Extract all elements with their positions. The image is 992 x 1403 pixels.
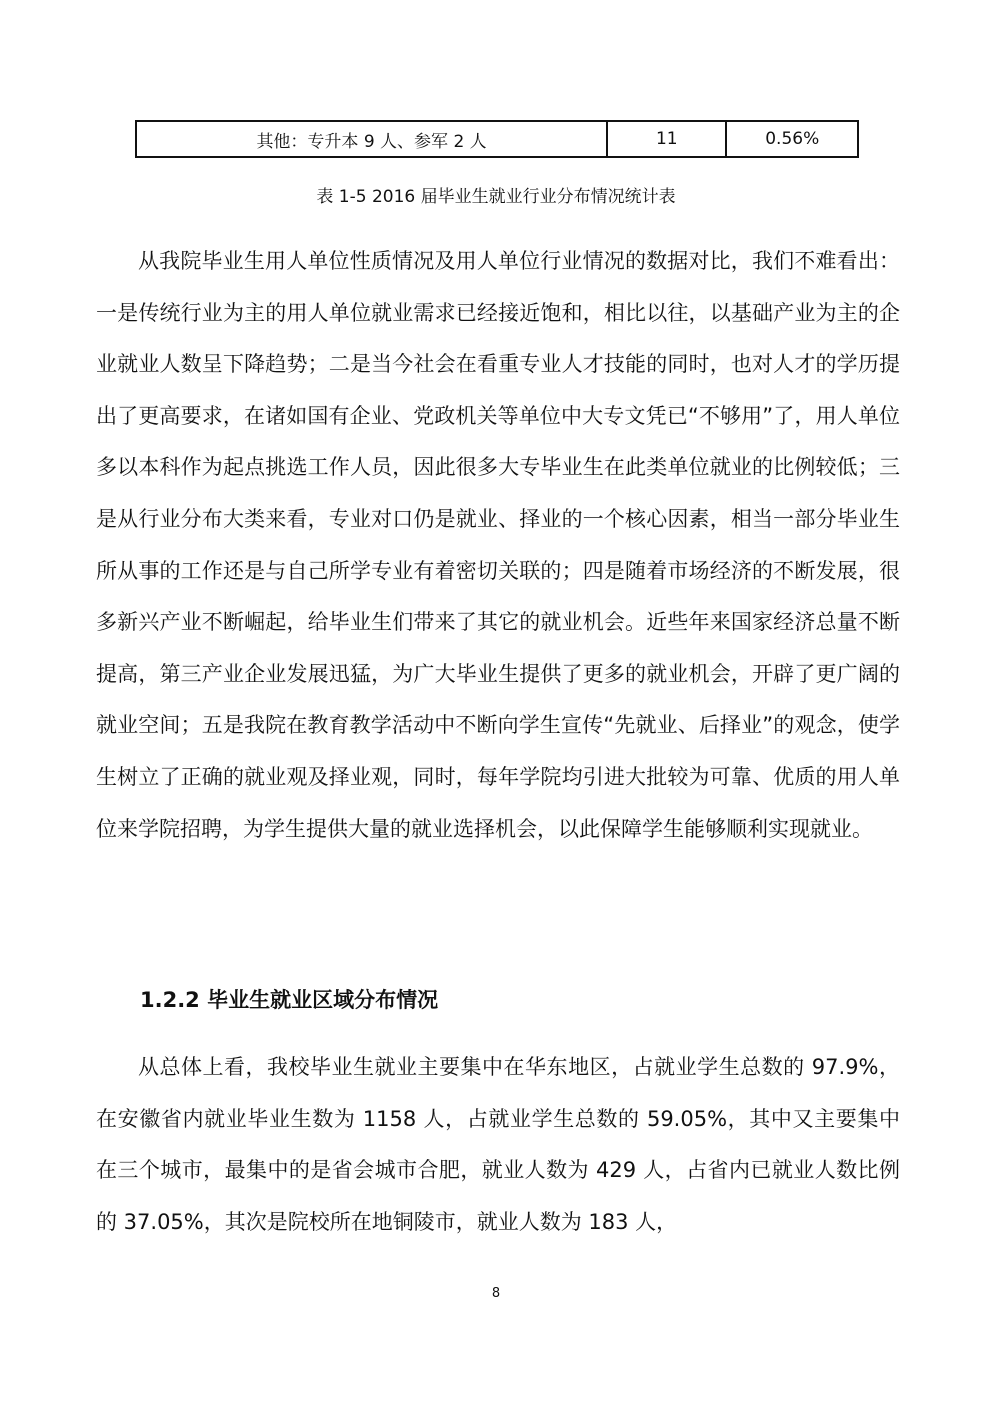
table-cell-percent: 0.56% <box>726 121 858 157</box>
table-cell-count: 11 <box>607 121 726 157</box>
table-cell-label: 其他：专升本 9 人、参军 2 人 <box>136 121 607 157</box>
section-heading: 1.2.2 毕业生就业区域分布情况 <box>140 988 439 1012</box>
table-row <box>136 121 858 157</box>
body-paragraph: 从总体上看，我校毕业生就业主要集中在华东地区，占就业学生总数的 97.9%，在安徽省内就业毕业生数为 1158 人，占就业学生总数的 59.05%，其中又主要集中在三个城市，最集中的是省会城市合肥，就业人数为 429 人，占省内已就业人数比例的 37.05%，其次是院校所在地铜陵市，就业人数为 183 人， <box>96 1055 900 1234</box>
statistics-table <box>135 120 859 158</box>
table-caption: 表 1-5 2016 届毕业生就业行业分布情况统计表 <box>316 187 676 207</box>
page-number: 8 <box>491 1286 501 1301</box>
body-paragraph: 从我院毕业生用人单位性质情况及用人单位行业情况的数据对比，我们不难看出：一是传统行业为主的用人单位就业需求已经接近饱和，相比以往，以基础产业为主的企业就业人数呈下降趋势；二是当今社会在看重专业人才技能的同时，也对人才的学历提出了更高要求，在诸如国有企业、党政机关等单位中大专文凭已“不够用”了，用人单位多以本科作为起点挑选工作人员，因此很多大专毕业生在此类单位就业的比例较低；三是从行业分布大类来看，专业对口仍是就业、择业的一个核心因素，相当一部分毕业生所从事的工作还是与自己所学专业有着密切关联的；四是随着市场经济的不断发展，很多新兴产业不断崛起，给毕业生们带来了其它的就业机会。近些年来国家经济总量不断提高，第三产业企业发展迅猛，为广大毕业生提供了更多的就业机会，开辟了更广阔的就业空间；五是我院在教育教学活动中不断向学生宣传“先就业、后择业”的观念，使学生树立了正确的就业观及择业观，同时，每年学院均引进大批较为可靠、优质的用人单位来学院招聘，为学生提供大量的就业选择机会，以此保障学生能够顺利实现就业。 <box>96 249 900 841</box>
